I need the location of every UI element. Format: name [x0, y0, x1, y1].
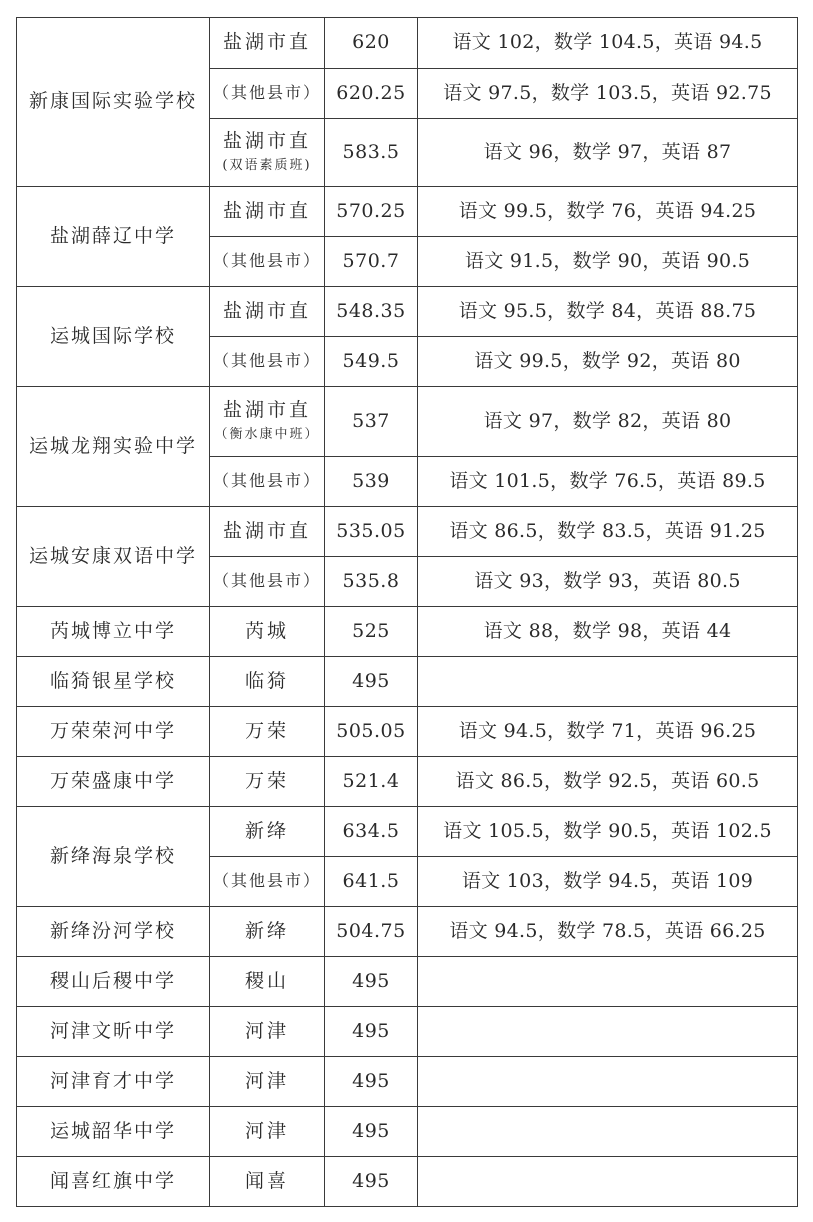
- subject-scores: 语文 96，数学 97，英语 87: [418, 119, 798, 187]
- subject-scores: 语文 102，数学 104.5，英语 94.5: [418, 18, 798, 69]
- table-row: [17, 18, 798, 69]
- area-main: 盐湖市直: [222, 399, 311, 422]
- area: （其他县市）: [210, 69, 325, 119]
- area: 新绛: [210, 807, 325, 857]
- school-name: 运城韶华中学: [17, 1107, 210, 1157]
- area-note: （衡水康中班）: [214, 426, 320, 442]
- area: 闻喜: [210, 1157, 325, 1207]
- subject-scores: 语文 86.5，数学 92.5，英语 60.5: [418, 757, 798, 807]
- score: 495: [325, 1007, 418, 1057]
- score: 620: [325, 18, 418, 69]
- school-name: 稷山后稷中学: [17, 957, 210, 1007]
- subject-scores: 语文 97，数学 82，英语 80: [418, 387, 798, 457]
- area: 万荣: [210, 757, 325, 807]
- subject-scores: 语文 101.5，数学 76.5，英语 89.5: [418, 457, 798, 507]
- area: 稷山: [210, 957, 325, 1007]
- area: [210, 119, 325, 187]
- score: 641.5: [325, 857, 418, 907]
- subject-scores: [418, 1107, 798, 1157]
- area: 河津: [210, 1007, 325, 1057]
- table-row: [17, 757, 798, 807]
- subject-scores: 语文 93，数学 93，英语 80.5: [418, 557, 798, 607]
- table-row: [17, 507, 798, 557]
- score: 537: [325, 387, 418, 457]
- area: （其他县市）: [210, 337, 325, 387]
- school-name: 河津文昕中学: [17, 1007, 210, 1057]
- school-name: 临猗银星学校: [17, 657, 210, 707]
- table-row: [17, 1057, 798, 1107]
- table-row: [17, 657, 798, 707]
- area: （其他县市）: [210, 237, 325, 287]
- score: 495: [325, 1057, 418, 1107]
- school-name: 新绛海泉学校: [17, 807, 210, 907]
- table-row: [17, 1157, 798, 1207]
- subject-scores: 语文 105.5，数学 90.5，英语 102.5: [418, 807, 798, 857]
- area: 盐湖市直: [210, 507, 325, 557]
- area: 临猗: [210, 657, 325, 707]
- score: 521.4: [325, 757, 418, 807]
- score: 495: [325, 1107, 418, 1157]
- score: 495: [325, 957, 418, 1007]
- school-name: 运城龙翔实验中学: [17, 387, 210, 507]
- area: 新绛: [210, 907, 325, 957]
- subject-scores: 语文 103，数学 94.5，英语 109: [418, 857, 798, 907]
- table-row: [17, 187, 798, 237]
- area: （其他县市）: [210, 457, 325, 507]
- subject-scores: 语文 94.5，数学 78.5，英语 66.25: [418, 907, 798, 957]
- subject-scores: 语文 88，数学 98，英语 44: [418, 607, 798, 657]
- score: 620.25: [325, 69, 418, 119]
- area-note: (双语素质班): [222, 157, 312, 173]
- area: 万荣: [210, 707, 325, 757]
- area: 芮城: [210, 607, 325, 657]
- score: 504.75: [325, 907, 418, 957]
- score: 634.5: [325, 807, 418, 857]
- area: 河津: [210, 1107, 325, 1157]
- table-row: [17, 1007, 798, 1057]
- table-row: [17, 807, 798, 857]
- school-name: 芮城博立中学: [17, 607, 210, 657]
- subject-scores: [418, 1157, 798, 1207]
- table-row: [17, 1107, 798, 1157]
- table-row: [17, 907, 798, 957]
- score: 548.35: [325, 287, 418, 337]
- area: [210, 387, 325, 457]
- admission-score-table: [16, 17, 798, 1207]
- area: （其他县市）: [210, 557, 325, 607]
- subject-scores: [418, 657, 798, 707]
- area: 河津: [210, 1057, 325, 1107]
- subject-scores: [418, 1057, 798, 1107]
- subject-scores: 语文 94.5，数学 71，英语 96.25: [418, 707, 798, 757]
- table-row: [17, 957, 798, 1007]
- score: 495: [325, 1157, 418, 1207]
- table-row: [17, 287, 798, 337]
- area: 盐湖市直: [210, 18, 325, 69]
- score: 549.5: [325, 337, 418, 387]
- subject-scores: 语文 95.5，数学 84，英语 88.75: [418, 287, 798, 337]
- school-name: 万荣盛康中学: [17, 757, 210, 807]
- area: （其他县市）: [210, 857, 325, 907]
- score: 505.05: [325, 707, 418, 757]
- subject-scores: [418, 957, 798, 1007]
- subject-scores: 语文 97.5，数学 103.5，英语 92.75: [418, 69, 798, 119]
- area: 盐湖市直: [210, 187, 325, 237]
- subject-scores: 语文 99.5，数学 76，英语 94.25: [418, 187, 798, 237]
- subject-scores: 语文 86.5，数学 83.5，英语 91.25: [418, 507, 798, 557]
- score: 539: [325, 457, 418, 507]
- table-row: [17, 607, 798, 657]
- table-row: [17, 387, 798, 457]
- score: 583.5: [325, 119, 418, 187]
- school-name: 闻喜红旗中学: [17, 1157, 210, 1207]
- area-main: 盐湖市直: [222, 130, 311, 153]
- area: 盐湖市直: [210, 287, 325, 337]
- school-name: 运城国际学校: [17, 287, 210, 387]
- subject-scores: [418, 1007, 798, 1057]
- school-name: 河津育才中学: [17, 1057, 210, 1107]
- score: 495: [325, 657, 418, 707]
- subject-scores: 语文 99.5，数学 92，英语 80: [418, 337, 798, 387]
- score: 525: [325, 607, 418, 657]
- school-name: 新绛汾河学校: [17, 907, 210, 957]
- school-name: 盐湖薛辽中学: [17, 187, 210, 287]
- table-row: [17, 707, 798, 757]
- score: 535.05: [325, 507, 418, 557]
- score: 535.8: [325, 557, 418, 607]
- score: 570.7: [325, 237, 418, 287]
- subject-scores: 语文 91.5，数学 90，英语 90.5: [418, 237, 798, 287]
- school-name: 万荣荣河中学: [17, 707, 210, 757]
- school-name: 新康国际实验学校: [17, 18, 210, 187]
- score: 570.25: [325, 187, 418, 237]
- school-name: 运城安康双语中学: [17, 507, 210, 607]
